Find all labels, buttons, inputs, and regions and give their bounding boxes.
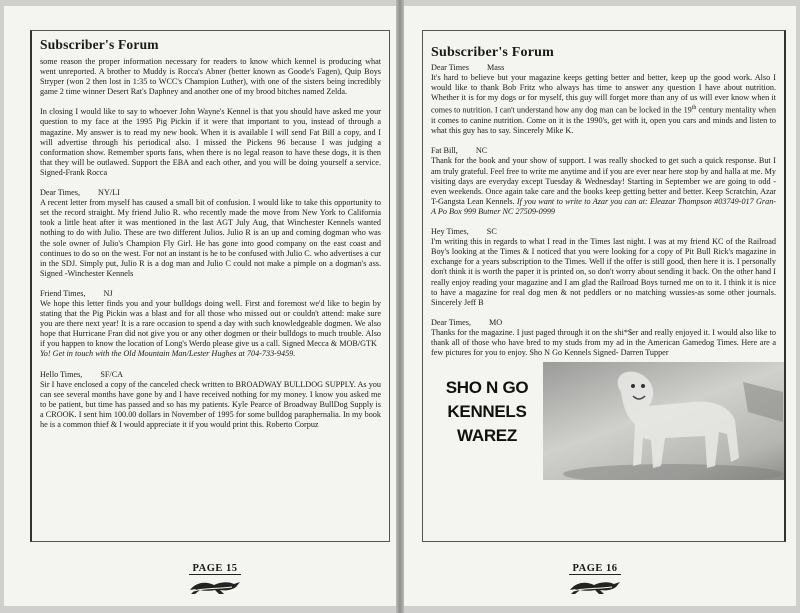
salutation: Friend Times,: [40, 288, 86, 298]
letter-mecca: [40, 289, 381, 360]
letter-header: [431, 318, 776, 328]
letter-body: [431, 156, 776, 217]
editor-note: If you want to write to Azar you can at: Eleazar Thompson #03749-017 Gran-A Po Box 999 Butner NC 27509-0999: [431, 196, 777, 216]
letter-winchester: [40, 188, 381, 279]
dog-photo: [543, 362, 785, 480]
letter-header: [431, 146, 776, 156]
ad-line: WAREZ: [457, 426, 517, 446]
salutation: Dear Times: [431, 63, 469, 72]
letter-corpuz: [40, 370, 381, 431]
page-number: PAGE 16: [569, 563, 620, 575]
letter-header: [431, 63, 776, 73]
editor-note: Yo! Get in touch with the Old Mountain Man/Lester Hughes at 704-733-9459.: [40, 349, 296, 359]
left-forum-title: Subscriber's Forum: [40, 37, 159, 52]
dog-silhouette: [543, 362, 785, 480]
salutation: Hey Times,: [431, 227, 469, 237]
letter-header: [40, 370, 381, 380]
book-gutter: [396, 0, 404, 613]
letter-body: I'm writing this in regards to what I read in the Times last night. I was at my friend KC of the Railroad Boy's looking at the Times & I noticed that you were looking for a copy of Pit Bull Rick's magazine in exchange for a years subscription to the Times. Well if the offer is still good, then here it is. I personally don't think it is worth the paper it is printed on, so don't worry about sending it back. On the other hand I really enjoy reading your magazine and I am glad the Railroad Boys turned me on to it. I think it is nice to have a magazine for real dog men & not peddlers or no matching wussies-as some other journals. Sincerely Jeff B: [431, 237, 776, 307]
salutation: Dear Times,: [431, 317, 472, 327]
letter-body: [431, 73, 776, 136]
running-dog-icon: [188, 578, 242, 596]
location: NY/LI: [98, 188, 120, 198]
location: SF/CA: [100, 369, 124, 379]
ad-title: [433, 376, 541, 448]
right-forum-box: [422, 30, 786, 542]
letter-darren-tupper: [431, 318, 776, 358]
letter-azar: [431, 146, 776, 217]
letter-body: In closing I would like to say to whoever John Wayne's Kennel is that you should have asked me your question to my face at the 1995 Pig Pickin if it were that important to you, instead of through a magazine. My answer is to read my new book. When it is available I will send Fat Bill a copy, and I will advertise through his periodical also. I missed the Pickens 96 because I was judging a conformation show. Remember sports fans, when there is no legal reason to have these dogs, it is then that they will be outlawed. Support the EBA and each other, and you will be doing yourself a service. Signed-Frank Rocca: [40, 107, 381, 177]
left-page: [4, 6, 396, 606]
running-dog-icon: [568, 578, 622, 596]
letter-rocca-part1: [40, 57, 381, 97]
salutation: Dear Times,: [40, 188, 81, 198]
salutation: Hello Times,: [40, 369, 83, 379]
left-footer: [4, 558, 396, 596]
letter-body: We hope this letter finds you and your bulldogs doing well. First and foremost we'd like to begin by stating that the Pig Pickin was a blast and for all those who missed out or couldn't attend: make sure you are there next year! It is a rare occasion to spend a day with such knowledgeable dogmen. We also hope that Hurricane Fran did not give you or any other dogmen or their bulldogs to much trouble. Also if you happen to know the location of Long's Werdo please give us a call. Signed Mecca & MOB/GTK: [40, 298, 381, 349]
letter-body-text: Thank for the book and your show of support. I was really shocked to get such a quick response. But I am truly grateful. Feel free to write me anytime and if you are ever near here stop by and halla at me. My visiting days are everyday except Tuesday & Wednesday! Starting in September we are going to odd - even weekends. Once again take care and the books keep getting better and better. Keep Scratchin, Azar T-Gangsta Lean Kennels.: [431, 156, 776, 206]
letter-mike-k: [431, 63, 776, 136]
right-forum-title: Subscriber's Forum: [431, 45, 554, 60]
letter-rocca-part2: [40, 107, 381, 178]
location: SC: [486, 227, 497, 237]
letter-body: Sir I have enclosed a copy of the canceled check written to BROADWAY BULLDOG SUPPLY. As you can see several months have gone by and I have received nothing for my money. I know you asked me to be patient, but time has passed and so has my patients. Kyle Pearce of Broadway BullDog Supply is a CROOK. I sent him 100.00 dollars in November of 1995 for some bulldog paraphernalia. In my book he is a common thief & I would appreciate it if you would print this. Roberto Corpuz: [40, 379, 381, 429]
kennel-ad: [431, 362, 776, 480]
page-number: PAGE 15: [189, 563, 240, 575]
letter-body: some reason the proper information necessary for readers to know which kennel is producing what went unreported. A brother to Muddy is Rocca's Abner (better known as Goode's Fagen), Quip Boys Stryper (won 2 then lost in 1:35 to WCC's Champion Luther), with one of the sisters being incredibly game 2 time winner Desert Rat's Daphney and another one of my brood bitches named Zelda.: [40, 57, 381, 97]
ad-line: KENNELS: [447, 402, 527, 422]
salutation: Fat Bill,: [431, 146, 458, 156]
letter-header: [40, 289, 381, 299]
ad-line: SHO N GO: [445, 378, 529, 398]
letter-body-part2: century mentality when it comes to canine nutrition. Come on it is the 1990's, get with it, open you cars and minds and listen to what this guy has to say. Sincerely Mike K.: [431, 106, 776, 136]
letter-header: [40, 188, 381, 198]
letter-body: A recent letter from myself has caused a small bit of confusion. I would like to take this opportunity to set the record straight. My friend Julio R. who recently made the move from New York to California took a little heat after it was mentioned in the last AGT July Aug, that Winchester Kennels wanted nothing to do with Julio. These are two different Julios. Julio R is an up and coming dogman who was the sole owner of Julio's Champion Fly Girl. He has gone into good company on the east coast and continues to do so on the west. For not an instant is he to be confused with Julio C. who advertises a cur in the SDJ. Simply put, Julio R is a dog man and Julio C could not make a pimple on a dogman's ass. Signed -Winchester Kennels: [40, 198, 381, 278]
location: NJ: [103, 288, 113, 298]
location: MO: [489, 317, 503, 327]
location: NC: [475, 146, 488, 156]
right-footer: [404, 558, 796, 596]
letter-jeff-b: [431, 227, 776, 308]
right-page: [404, 6, 796, 606]
superscript: th: [691, 105, 697, 112]
letter-body: Thanks for the magazine. I just paged through it on the shi*$er and really enjoyed it. I would also like to thank all of those who have bred to my studs from my ad in the American Gamedog Times. Here are a few pictures for you to enjoy. Sho N Go Kennels Signed- Darren Tupper: [431, 327, 776, 358]
letter-body-part1: It's hard to believe but your magazine keeps getting better and better, keep up the good work. Also I would like to thank Bob Fritz who always has time to answer any question I have about nutrition. Whether it is for my dogs or for myself, this guy will forget more than any of us will ever know when it comes to nutrition. I can't understand how any dog man can be locked in the 19: [431, 73, 776, 116]
letter-header: [431, 227, 776, 237]
left-forum-box: [30, 30, 390, 542]
location: Mass: [486, 63, 505, 72]
